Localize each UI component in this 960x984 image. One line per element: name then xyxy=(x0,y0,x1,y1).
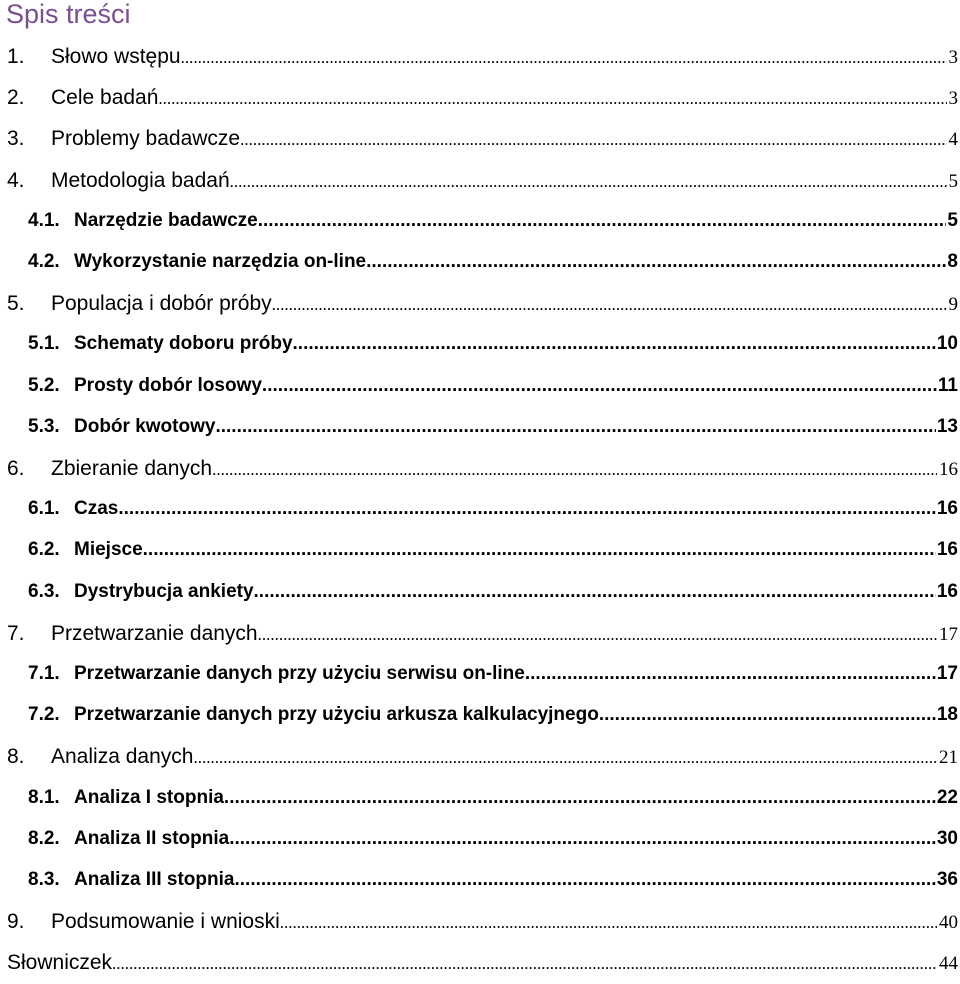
toc-entry-page-number[interactable]: 40 xyxy=(939,912,958,933)
toc-entry-number: 5.3. xyxy=(28,416,60,437)
toc-entry-number: 5.2. xyxy=(28,375,60,396)
toc-dot-leader xyxy=(234,869,935,891)
toc-entry-page-number[interactable]: 16 xyxy=(936,539,958,560)
toc-dot-leader xyxy=(212,460,937,480)
toc-entry-label[interactable]: Czas xyxy=(74,498,119,519)
toc-dot-leader xyxy=(229,828,936,850)
toc-dot-leader xyxy=(272,295,947,315)
toc-entry[interactable] xyxy=(0,581,960,615)
toc-dot-leader xyxy=(230,172,947,192)
toc-entry-label[interactable]: Narzędzie badawcze xyxy=(74,210,258,231)
toc-entry-page-number[interactable]: 5 xyxy=(947,210,958,231)
toc-entry-page-number[interactable]: 3 xyxy=(948,47,958,68)
toc-entry[interactable] xyxy=(0,663,960,697)
toc-entry-number: 1. xyxy=(7,45,25,68)
toc-entry-page-number[interactable]: 9 xyxy=(948,294,958,315)
toc-entry[interactable] xyxy=(0,251,960,285)
toc-entry-number: 4.1. xyxy=(28,210,60,231)
toc-dot-leader xyxy=(112,954,937,974)
toc-entry[interactable] xyxy=(0,910,960,944)
page-title: Spis treści xyxy=(6,0,131,29)
toc-entry[interactable] xyxy=(0,333,960,367)
toc-entry-number: 6.3. xyxy=(28,581,60,602)
toc-entry-label[interactable]: Analiza I stopnia xyxy=(74,787,224,808)
toc-entry-page-number[interactable]: 5 xyxy=(948,171,958,192)
toc-entry-number: 3. xyxy=(7,127,25,150)
toc-dot-leader xyxy=(143,539,936,561)
toc-entry-number: 9. xyxy=(7,910,25,933)
toc-entry-page-number[interactable]: 18 xyxy=(936,704,958,725)
toc-entry-number: 7.2. xyxy=(28,704,60,725)
toc-dot-leader xyxy=(181,48,947,68)
toc-entry[interactable] xyxy=(0,210,960,244)
toc-entry-number: 8. xyxy=(7,745,25,768)
toc-entry-page-number[interactable]: 30 xyxy=(936,828,958,849)
toc-dot-leader xyxy=(258,210,947,232)
toc-entry[interactable] xyxy=(0,828,960,862)
toc-entry-page-number[interactable]: 16 xyxy=(939,459,958,480)
toc-entry-label[interactable]: Zbieranie danych xyxy=(51,457,213,480)
toc-entry[interactable] xyxy=(0,292,960,326)
toc-entry[interactable] xyxy=(0,457,960,491)
toc-entry[interactable] xyxy=(0,169,960,203)
toc-entry-number: 2. xyxy=(7,86,25,109)
toc-entry[interactable] xyxy=(0,86,960,120)
toc-entry-page-number[interactable]: 21 xyxy=(939,747,958,768)
toc-entry-number: 8.1. xyxy=(28,787,60,808)
toc-entry-label[interactable]: Przetwarzanie danych przy użyciu arkusza kalkulacyjnego xyxy=(74,704,599,725)
toc-entry-page-number[interactable]: 22 xyxy=(936,787,958,808)
toc-entry-label[interactable]: Prosty dobór losowy xyxy=(74,375,262,396)
toc-entry-label[interactable]: Słowo wstępu xyxy=(51,45,181,68)
toc-entry-label[interactable]: Metodologia badań xyxy=(51,169,230,192)
toc-entry-label[interactable]: Analiza II stopnia xyxy=(74,828,230,849)
toc-entry[interactable] xyxy=(0,539,960,573)
toc-dot-leader xyxy=(258,625,937,645)
toc-entry-label[interactable]: Słowniczek xyxy=(7,951,113,974)
toc-entry-number: 5. xyxy=(7,292,25,315)
toc-entry-number: 8.3. xyxy=(28,869,60,890)
toc-entry-number: 6.2. xyxy=(28,539,60,560)
toc-entry-label[interactable]: Problemy badawcze xyxy=(51,127,241,150)
toc-entry-page-number[interactable]: 17 xyxy=(939,624,958,645)
toc-entry[interactable] xyxy=(0,127,960,161)
toc-entry-number: 4.2. xyxy=(28,251,60,272)
toc-entry-label[interactable]: Cele badań xyxy=(51,86,159,109)
toc-entry[interactable] xyxy=(0,745,960,779)
toc-entry-number: 7.1. xyxy=(28,663,60,684)
toc-entry-number: 5.1. xyxy=(28,333,60,354)
toc-entry[interactable] xyxy=(0,375,960,409)
toc-dot-leader xyxy=(215,416,935,438)
toc-entry-page-number[interactable]: 17 xyxy=(936,663,958,684)
toc-entry[interactable] xyxy=(0,869,960,903)
toc-entry-page-number[interactable]: 3 xyxy=(948,88,958,109)
toc-entry-page-number[interactable]: 8 xyxy=(947,251,958,272)
toc-entry-page-number[interactable]: 10 xyxy=(936,333,958,354)
toc-entry-number: 6.1. xyxy=(28,498,60,519)
toc-dot-leader xyxy=(254,581,936,603)
toc-entry[interactable] xyxy=(0,498,960,532)
toc-entry-number: 4. xyxy=(7,169,25,192)
toc-entry-page-number[interactable]: 13 xyxy=(936,416,958,437)
toc-entry-number: 8.2. xyxy=(28,828,60,849)
toc-entry-label[interactable]: Przetwarzanie danych xyxy=(51,622,258,645)
toc-entry-page-number[interactable]: 4 xyxy=(948,129,958,150)
toc-dot-leader xyxy=(525,663,936,685)
toc-dot-leader xyxy=(240,130,946,150)
toc-dot-leader xyxy=(158,89,946,109)
toc-entry-label[interactable]: Populacja i dobór próby xyxy=(51,292,272,315)
toc-entry-page-number[interactable]: 16 xyxy=(936,498,958,519)
toc-entry[interactable] xyxy=(0,951,960,984)
toc-entry-label[interactable]: Dobór kwotowy xyxy=(74,416,216,437)
toc-dot-leader xyxy=(293,333,936,355)
toc-entry-page-number[interactable]: 16 xyxy=(936,581,958,602)
toc-entry[interactable] xyxy=(0,45,960,79)
toc-entry[interactable] xyxy=(0,622,960,656)
toc-entry-label[interactable]: Przetwarzanie danych przy użyciu serwisu on-line xyxy=(74,663,525,684)
toc-entry-label[interactable]: Podsumowanie i wnioski xyxy=(51,910,280,933)
toc-entry-page-number[interactable]: 11 xyxy=(937,375,958,396)
toc-entry-number: 7. xyxy=(7,622,25,645)
toc-entry-page-number[interactable]: 36 xyxy=(936,869,958,890)
toc-entry-label[interactable]: Analiza III stopnia xyxy=(74,869,235,890)
toc-entry-label[interactable]: Dystrybucja ankiety xyxy=(74,581,254,602)
toc-entry[interactable] xyxy=(0,416,960,450)
toc-dot-leader xyxy=(366,251,946,273)
toc-dot-leader xyxy=(224,787,936,809)
toc-dot-leader xyxy=(262,375,937,397)
toc-entry-label[interactable]: Schematy doboru próby xyxy=(74,333,293,354)
toc-entry[interactable] xyxy=(0,704,960,738)
toc-entry-page-number[interactable]: 44 xyxy=(939,953,958,974)
toc-dot-leader xyxy=(280,913,937,933)
toc-dot-leader xyxy=(118,498,936,520)
toc-entry-number: 6. xyxy=(7,457,25,480)
toc-dot-leader xyxy=(193,748,937,768)
toc-entry-label[interactable]: Wykorzystanie narzędzia on-line xyxy=(74,251,367,272)
toc-entry[interactable] xyxy=(0,787,960,821)
toc-dot-leader xyxy=(599,704,936,726)
toc-entry-label[interactable]: Analiza danych xyxy=(51,745,194,768)
toc-entry-label[interactable]: Miejsce xyxy=(74,539,143,560)
